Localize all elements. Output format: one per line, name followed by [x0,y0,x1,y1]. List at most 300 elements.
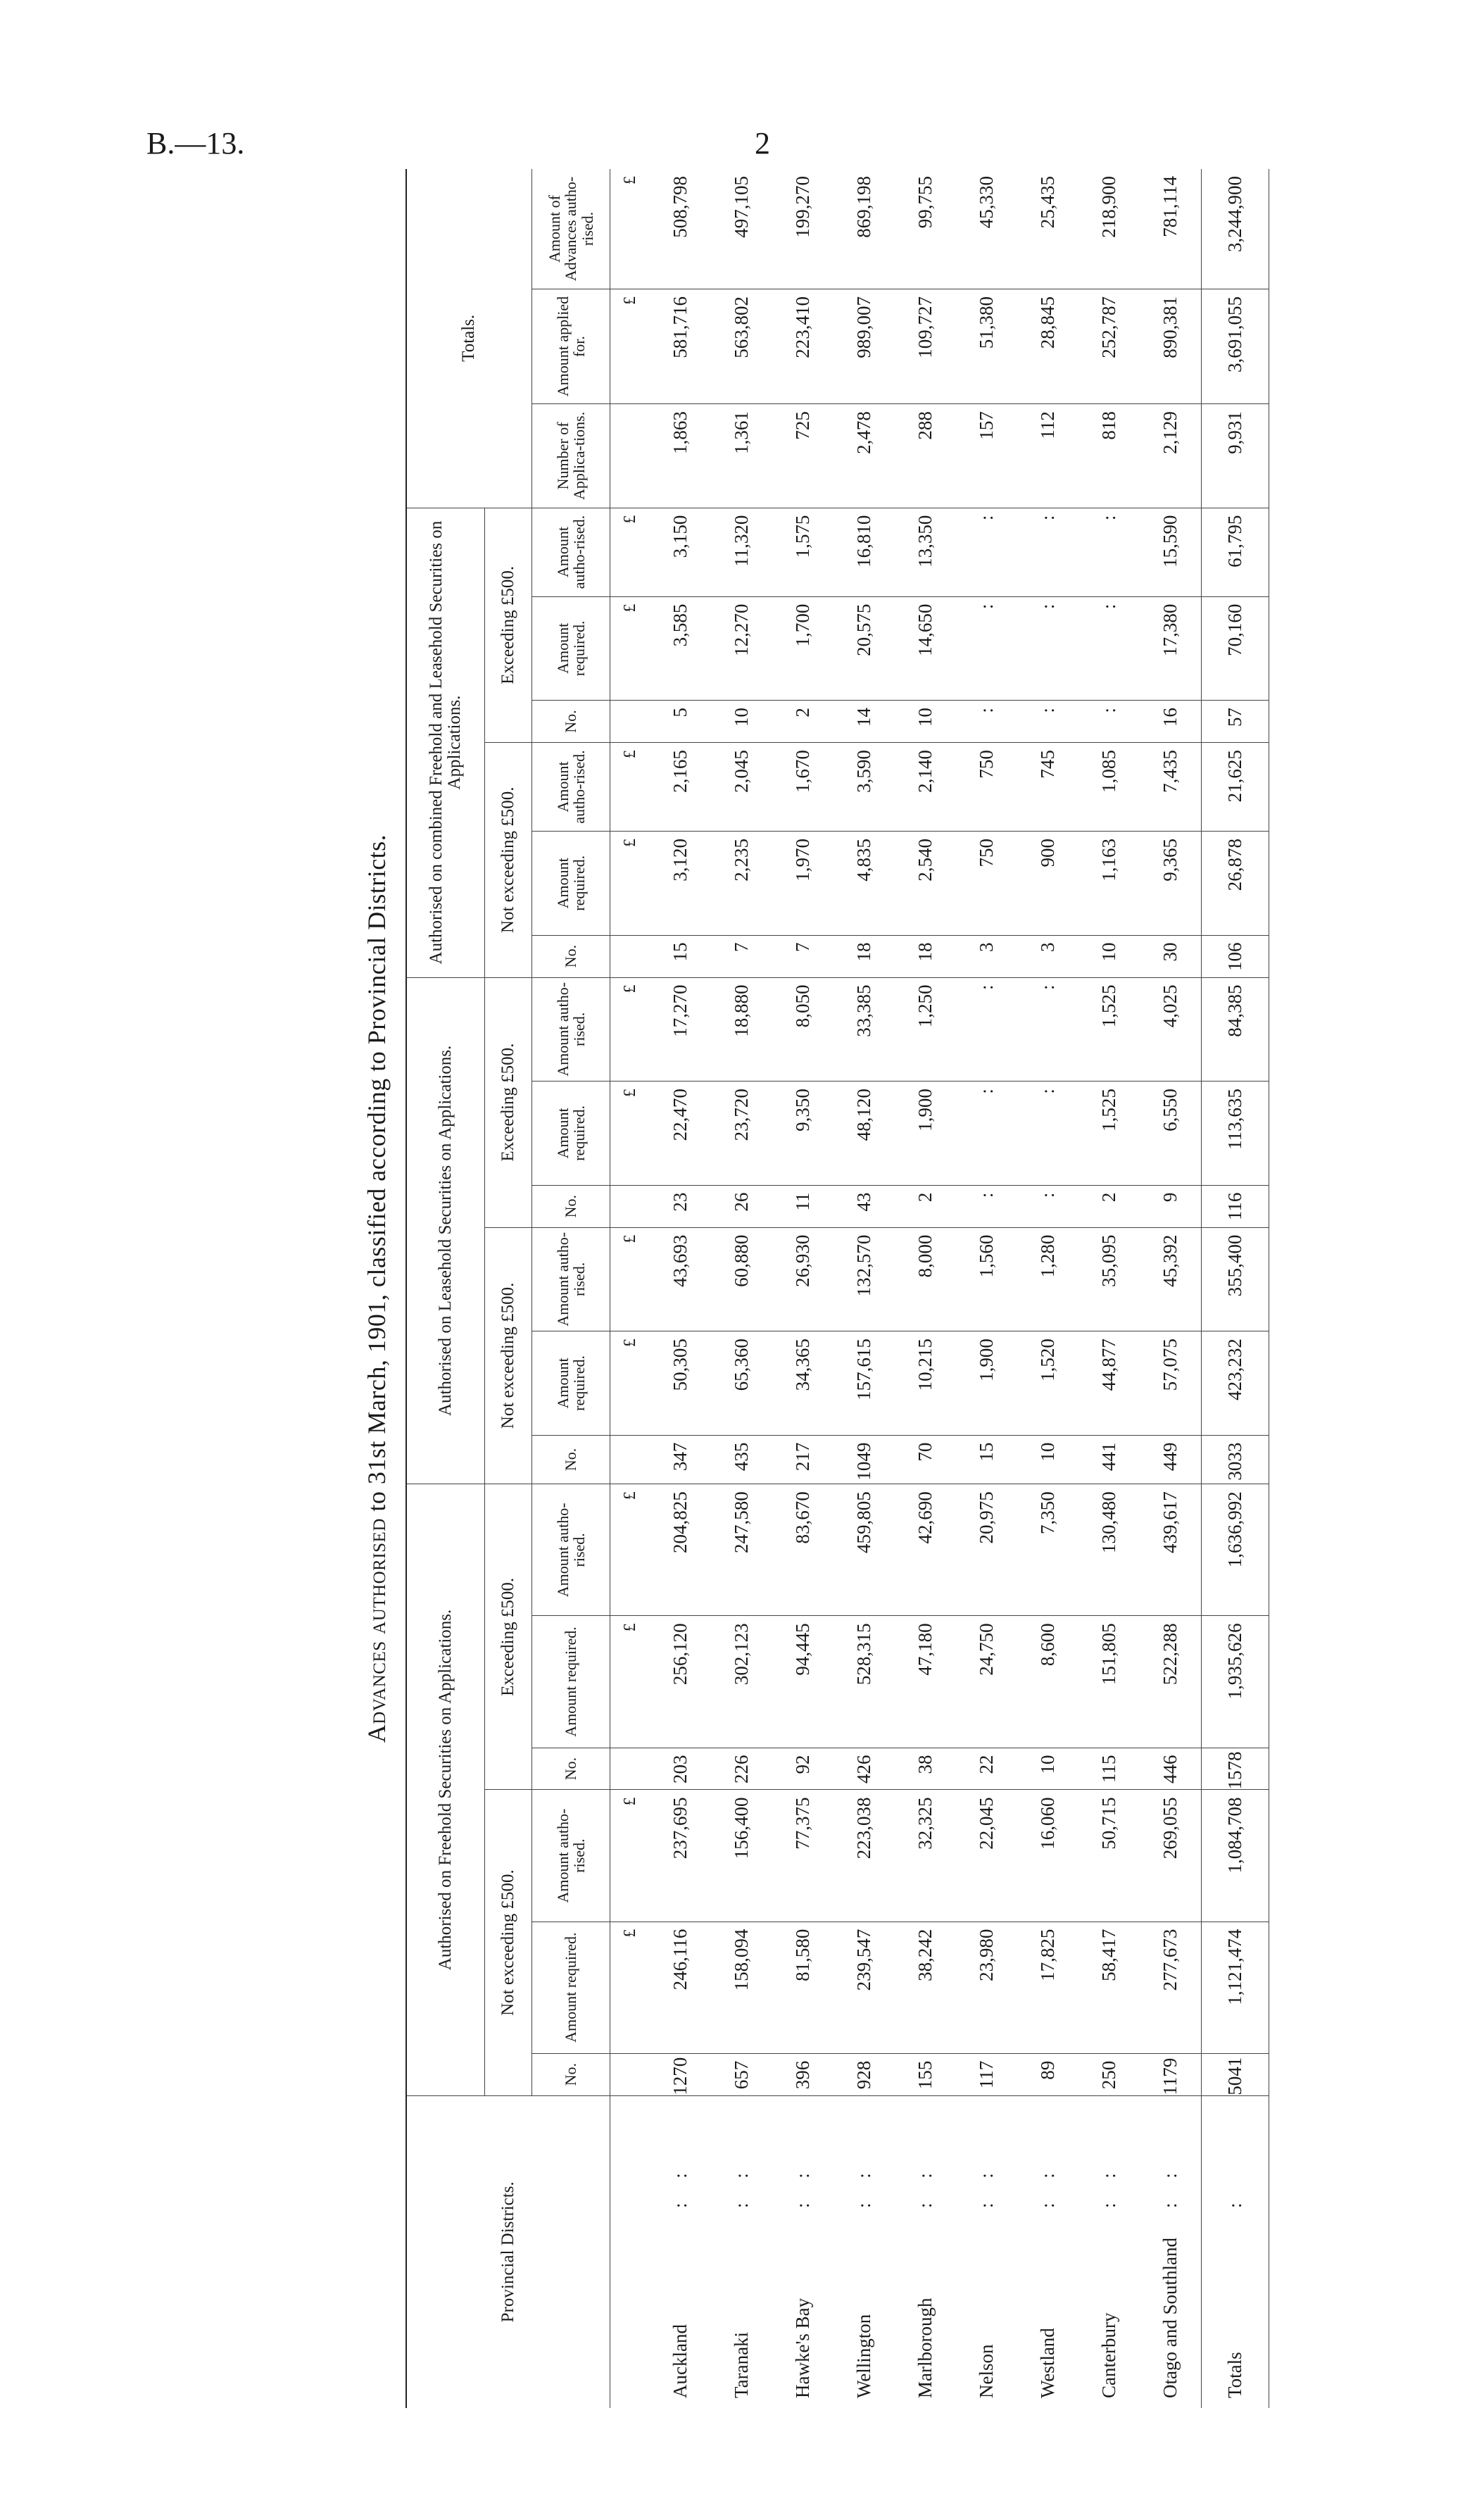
district-cell [1140,2095,1202,2408]
district-cell [711,2095,772,2408]
table-row [711,169,772,2408]
header-amount-required: Amount required. [532,1331,610,1436]
value-cell: 890,381 [1140,289,1202,403]
value-cell: 7 [711,935,772,977]
value-cell: 42,690 [895,1484,956,1616]
value-cell: 22,045 [956,1790,1017,1922]
value-cell: : [1017,701,1078,743]
header-freehold-not-exceeding: Not exceeding £500. [485,1790,532,2095]
table-row [650,169,711,2408]
value-cell: 47,180 [895,1616,956,1748]
value-cell: 81,580 [772,1922,833,2053]
value-cell: 132,570 [833,1227,895,1331]
value-cell: 781,114 [1140,169,1202,289]
value-cell: : [1017,596,1078,701]
value-cell: 3,120 [650,832,711,936]
value-cell: 10,215 [895,1331,956,1436]
header-amount-required: Amount required. [532,1922,610,2053]
value-cell: 4,835 [833,832,895,936]
table-row [1017,169,1078,2408]
value-cell: 157,615 [833,1331,895,1436]
value-cell: 61,795 [1202,508,1269,596]
header-no: No. [532,1748,610,1790]
value-cell: 8,600 [1017,1616,1078,1748]
value-cell: 48,120 [833,1082,895,1186]
value-cell: 900 [1017,832,1078,936]
leader-dots: : : [1037,2163,1058,2208]
value-cell: 750 [956,832,1017,936]
value-cell: 3,244,900 [1202,169,1269,289]
value-cell: 218,900 [1078,169,1140,289]
value-cell: 288 [895,404,956,508]
header-no: No. [532,2053,610,2095]
value-cell: 508,798 [650,169,711,289]
header-amount-required: Amount required. [532,1082,610,1186]
value-cell: 151,805 [1078,1616,1140,1748]
value-cell: 115 [1078,1748,1140,1790]
header-leasehold: Authorised on Leasehold Securities on Applications. [406,977,485,1484]
value-cell: 2,045 [711,743,772,832]
value-cell: 26,930 [772,1227,833,1331]
value-cell: 99,755 [895,169,956,289]
value-cell: 1,084,708 [1202,1790,1269,1922]
value-cell: 12,270 [711,596,772,701]
value-cell: 1,560 [956,1227,1017,1331]
value-cell: 1,700 [772,596,833,701]
value-cell: 20,975 [956,1484,1017,1616]
value-cell: 1,863 [650,404,711,508]
value-cell: 92 [772,1748,833,1790]
value-cell: 1,250 [895,977,956,1082]
value-cell: 277,673 [1140,1922,1202,2053]
value-cell: 1,670 [772,743,833,832]
unit-row [610,169,650,2408]
table-body [610,169,1269,2408]
value-cell: 17,825 [1017,1922,1078,2053]
value-cell: 745 [1017,743,1078,832]
value-cell: 17,270 [650,977,711,1082]
leader-dots: : : [1159,2163,1181,2208]
value-cell: 750 [956,743,1017,832]
header-amount-applied-for: Amount applied for. [532,289,610,403]
value-cell: 497,105 [711,169,772,289]
value-cell: 3 [956,935,1017,977]
value-cell: 246,116 [650,1922,711,2053]
district-name: Hawke's Bay [792,2298,813,2398]
table-row [772,169,833,2408]
value-cell: 2,235 [711,832,772,936]
unit-cell: £ [610,977,650,1082]
value-cell: 11,320 [711,508,772,596]
district-name: Canterbury [1098,2312,1119,2398]
value-cell: 250 [1078,2053,1140,2095]
header-totals: Totals. [406,169,532,508]
header-amount-required: Amount required. [532,832,610,936]
header-amount-of-advances-authorised: Amount of Advances autho-rised. [532,169,610,289]
value-cell: 16,060 [1017,1790,1078,1922]
value-cell: 11 [772,1185,833,1227]
value-cell: 17,380 [1140,596,1202,701]
value-cell: 1,900 [895,1082,956,1186]
value-cell: : [1078,508,1140,596]
value-cell: 435 [711,1435,772,1484]
value-cell: 117 [956,2053,1017,2095]
value-cell: 1,900 [956,1331,1017,1436]
value-cell: : [1017,977,1078,1082]
value-cell: 15 [650,935,711,977]
value-cell: 204,825 [650,1484,711,1616]
district-name: Totals [1224,2352,1245,2398]
value-cell: 1,575 [772,508,833,596]
unit-cell: £ [610,596,650,701]
leader-dots: : : [914,2163,936,2208]
unit-cell [610,1185,650,1227]
value-cell: 38 [895,1748,956,1790]
leader-dots: : : [1098,2163,1119,2208]
value-cell: 203 [650,1748,711,1790]
value-cell: 3,590 [833,743,895,832]
value-cell: 347 [650,1435,711,1484]
rotated-table-block [352,169,1245,2408]
value-cell: 2 [1078,1185,1140,1227]
district-cell [833,2095,895,2408]
value-cell: : [956,508,1017,596]
header-provincial-districts: Provincial Districts. [406,2095,610,2408]
value-cell: 83,670 [772,1484,833,1616]
advances-table [405,169,1269,2408]
value-cell: 725 [772,404,833,508]
value-cell: 155 [895,2053,956,2095]
header-no: No. [532,1435,610,1484]
value-cell: 252,787 [1078,289,1140,403]
header-leasehold-not-exceeding: Not exceeding £500. [485,1227,532,1484]
header-no: No. [532,701,610,743]
value-cell: 396 [772,2053,833,2095]
value-cell: 32,325 [895,1790,956,1922]
value-cell: 57 [1202,701,1269,743]
value-cell: 3033 [1202,1435,1269,1484]
value-cell: 2,478 [833,404,895,508]
value-cell: 223,410 [772,289,833,403]
page-reference: B.—13. [146,126,245,161]
district-cell [1078,2095,1140,2408]
header-no: No. [532,935,610,977]
table-row [1202,169,1269,2408]
value-cell: 439,617 [1140,1484,1202,1616]
value-cell: 1,163 [1078,832,1140,936]
district-name: Otago and Southland [1159,2238,1181,2398]
value-cell: 657 [711,2053,772,2095]
value-cell: 109,727 [895,289,956,403]
value-cell: 9,365 [1140,832,1202,936]
value-cell: 3,585 [650,596,711,701]
value-cell: 2,540 [895,832,956,936]
unit-cell: £ [610,743,650,832]
value-cell: 43,693 [650,1227,711,1331]
value-cell: 33,385 [833,977,895,1082]
unit-cell: £ [610,1922,650,2053]
header-no: No. [532,1185,610,1227]
value-cell: 10 [1017,1748,1078,1790]
value-cell: 89 [1017,2053,1078,2095]
value-cell: 7,435 [1140,743,1202,832]
header-amount-authorised: Amount autho-rised. [532,1790,610,1922]
value-cell: 522,288 [1140,1616,1202,1748]
value-cell: 449 [1140,1435,1202,1484]
unit-cell [610,2053,650,2095]
value-cell: 77,375 [772,1790,833,1922]
value-cell: 199,270 [772,169,833,289]
value-cell: 18 [895,935,956,977]
value-cell: 818 [1078,404,1140,508]
value-cell: 1049 [833,1435,895,1484]
value-cell: 7 [772,935,833,977]
header-amount-authorised: Amount autho-rised. [532,977,610,1082]
value-cell: 65,360 [711,1331,772,1436]
value-cell: 158,094 [711,1922,772,2053]
table-row [956,169,1017,2408]
value-cell: 563,802 [711,289,772,403]
table-row [895,169,956,2408]
table-title [352,169,405,2408]
value-cell: 22,470 [650,1082,711,1186]
unit-cell: £ [610,508,650,596]
value-cell: 70 [895,1435,956,1484]
value-cell: 302,123 [711,1616,772,1748]
value-cell: 60,880 [711,1227,772,1331]
title-smallcaps: Advances authorised [363,1518,391,1743]
page-number: 2 [755,126,770,161]
value-cell: 226 [711,1748,772,1790]
leader-dots: : : [976,2163,997,2208]
value-cell: 1,636,992 [1202,1484,1269,1616]
value-cell: 9 [1140,1185,1202,1227]
value-cell: 20,575 [833,596,895,701]
unit-cell [610,935,650,977]
unit-cell: £ [610,1082,650,1186]
value-cell: 239,547 [833,1922,895,2053]
value-cell: 3,691,055 [1202,289,1269,403]
header-combined-not-exceeding: Not exceeding £500. [485,743,532,977]
value-cell: 247,580 [711,1484,772,1616]
district-name: Marlborough [914,2298,936,2398]
value-cell: 45,330 [956,169,1017,289]
district-name: Nelson [976,2344,997,2398]
value-cell: : [956,1185,1017,1227]
value-cell: 23 [650,1185,711,1227]
table-row [1140,169,1202,2408]
header-amount-authorised: Amount autho-rised. [532,1227,610,1331]
value-cell: 928 [833,2053,895,2095]
value-cell: 989,007 [833,289,895,403]
value-cell: 23,720 [711,1082,772,1186]
value-cell: 869,198 [833,169,895,289]
value-cell: 25,435 [1017,169,1078,289]
value-cell: 30 [1140,935,1202,977]
unit-cell [610,1748,650,1790]
leader-dots: : : [853,2163,874,2208]
leader-dots: : [1224,2193,1245,2208]
value-cell: 223,038 [833,1790,895,1922]
value-cell: 426 [833,1748,895,1790]
value-cell: : [1017,1082,1078,1186]
value-cell: 10 [1017,1435,1078,1484]
value-cell: 50,715 [1078,1790,1140,1922]
value-cell: 18 [833,935,895,977]
header-freehold: Authorised on Freehold Securities on Applications. [406,1484,485,2095]
header-amount-authorised: Amount autho-rised. [532,508,610,596]
unit-cell [610,404,650,508]
value-cell: : [956,1082,1017,1186]
district-cell [895,2095,956,2408]
value-cell: 15 [956,1435,1017,1484]
unit-cell: £ [610,1331,650,1436]
value-cell: 256,120 [650,1616,711,1748]
header-freehold-exceeding: Exceeding £500. [485,1484,532,1790]
header-row-columns [532,169,610,2408]
value-cell: 9,931 [1202,404,1269,508]
value-cell: 43 [833,1185,895,1227]
header-amount-required: Amount required. [532,596,610,701]
value-cell: 4,025 [1140,977,1202,1082]
value-cell: 113,635 [1202,1082,1269,1186]
value-cell: 14,650 [895,596,956,701]
value-cell: 8,050 [772,977,833,1082]
value-cell: 5 [650,701,711,743]
value-cell: 23,980 [956,1922,1017,2053]
value-cell: 1,935,626 [1202,1616,1269,1748]
value-cell: 2,129 [1140,404,1202,508]
district-name: Wellington [853,2314,874,2398]
value-cell: 156,400 [711,1790,772,1922]
leader-dots: : : [669,2163,691,2208]
value-cell: : [1078,701,1140,743]
value-cell: 94,445 [772,1616,833,1748]
value-cell: 2,140 [895,743,956,832]
value-cell: 58,417 [1078,1922,1140,2053]
value-cell: 26,878 [1202,832,1269,936]
value-cell: : [956,977,1017,1082]
value-cell: 22 [956,1748,1017,1790]
value-cell: 3 [1017,935,1078,977]
value-cell: 1270 [650,2053,711,2095]
value-cell: 1179 [1140,2053,1202,2095]
unit-cell: £ [610,1227,650,1331]
value-cell: 106 [1202,935,1269,977]
value-cell: 217 [772,1435,833,1484]
district-name: Westland [1037,2328,1058,2398]
value-cell: 10 [1078,935,1140,977]
value-cell: 581,716 [650,289,711,403]
unit-cell: £ [610,1484,650,1616]
value-cell: 45,392 [1140,1227,1202,1331]
value-cell: 528,315 [833,1616,895,1748]
header-number-of-applications: Number of Applica-tions. [532,404,610,508]
value-cell: 84,385 [1202,977,1269,1082]
district-name: Auckland [669,2324,691,2398]
value-cell: 34,365 [772,1331,833,1436]
value-cell: 3,150 [650,508,711,596]
unit-cell: £ [610,1616,650,1748]
value-cell: 1,525 [1078,1082,1140,1186]
value-cell: : [1017,1185,1078,1227]
value-cell: 5041 [1202,2053,1269,2095]
value-cell: 1578 [1202,1748,1269,1790]
value-cell: 51,380 [956,289,1017,403]
value-cell: 116 [1202,1185,1269,1227]
title-rest: to 31st March, 1901, classified according to Provincial Districts. [363,834,391,1519]
value-cell: 57,075 [1140,1331,1202,1436]
value-cell: 38,242 [895,1922,956,2053]
value-cell: 18,880 [711,977,772,1082]
header-leasehold-exceeding: Exceeding £500. [485,977,532,1227]
value-cell: 446 [1140,1748,1202,1790]
leader-dots: : : [731,2163,752,2208]
value-cell: 1,121,474 [1202,1922,1269,2053]
table-row [833,169,895,2408]
value-cell: 355,400 [1202,1227,1269,1331]
value-cell: 1,970 [772,832,833,936]
unit-cell: £ [610,289,650,403]
value-cell: : [1017,508,1078,596]
value-cell: 14 [833,701,895,743]
value-cell: 44,877 [1078,1331,1140,1436]
value-cell: 35,095 [1078,1227,1140,1331]
value-cell: 7,350 [1017,1484,1078,1616]
value-cell: 9,350 [772,1082,833,1186]
value-cell: : [956,701,1017,743]
value-cell: 1,525 [1078,977,1140,1082]
value-cell: 130,480 [1078,1484,1140,1616]
header-combined-exceeding: Exceeding £500. [485,508,532,742]
value-cell: 441 [1078,1435,1140,1484]
value-cell: 26 [711,1185,772,1227]
value-cell: 28,845 [1017,289,1078,403]
unit-cell: £ [610,169,650,289]
value-cell: 157 [956,404,1017,508]
leader-dots: : : [792,2163,813,2208]
header-amount-authorised: Amount autho-rised. [532,743,610,832]
value-cell: 269,055 [1140,1790,1202,1922]
value-cell: 50,305 [650,1331,711,1436]
value-cell: 70,160 [1202,596,1269,701]
header-amount-required: Amount required. [532,1616,610,1748]
value-cell: 10 [711,701,772,743]
value-cell: 13,350 [895,508,956,596]
value-cell: 423,232 [1202,1331,1269,1436]
header-combined: Authorised on combined Freehold and Leasehold Securities on Applications. [406,508,485,977]
value-cell: 15,590 [1140,508,1202,596]
value-cell: 8,000 [895,1227,956,1331]
unit-cell [610,2095,650,2408]
value-cell: 6,550 [1140,1082,1202,1186]
value-cell: 21,625 [1202,743,1269,832]
value-cell: 459,805 [833,1484,895,1616]
district-cell [1202,2095,1269,2408]
header-amount-authorised: Amount autho-rised. [532,1484,610,1616]
value-cell: 237,695 [650,1790,711,1922]
district-name: Taranaki [731,2331,752,2398]
value-cell: 10 [895,701,956,743]
district-cell [956,2095,1017,2408]
value-cell: 1,280 [1017,1227,1078,1331]
unit-cell: £ [610,832,650,936]
table-row [1078,169,1140,2408]
unit-cell: £ [610,1790,650,1922]
value-cell: : [956,596,1017,701]
value-cell: 1,520 [1017,1331,1078,1436]
value-cell: 112 [1017,404,1078,508]
